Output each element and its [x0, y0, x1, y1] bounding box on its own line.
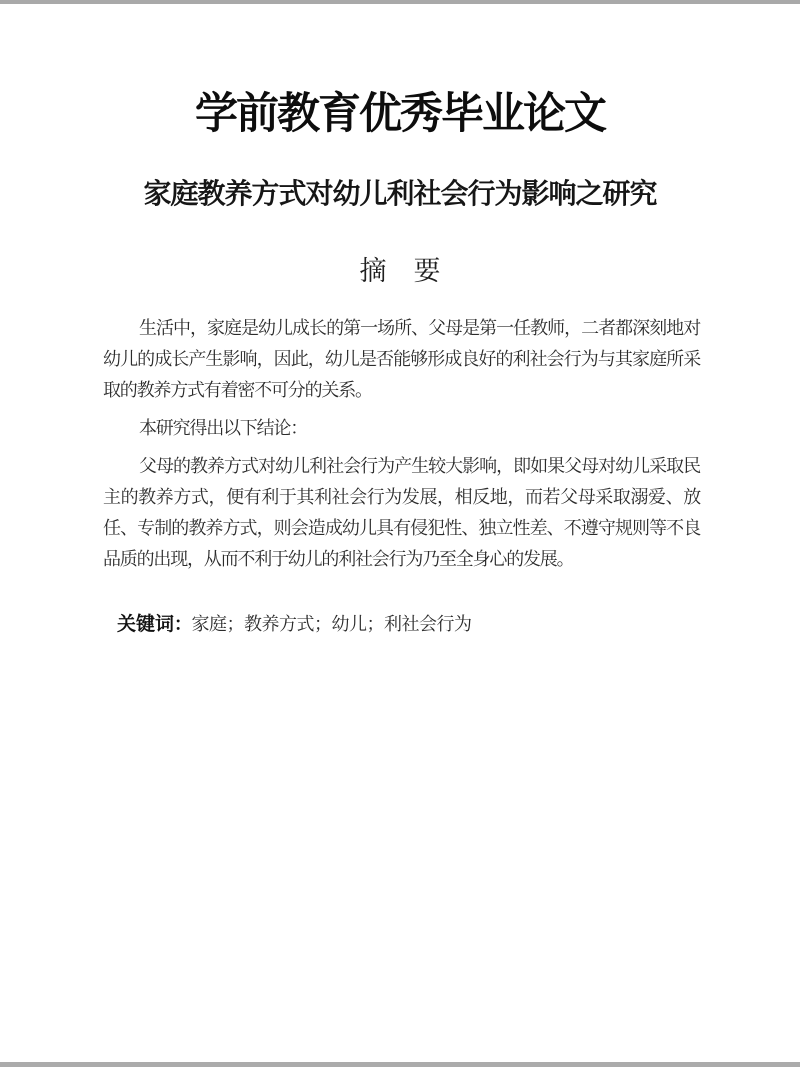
- abstract-paragraph-3: 父母的教养方式对幼儿利社会行为产生较大影响，即如果父母对幼儿采取民主的教养方式，便有利于其利社会行为发展，相反地，而若父母采取溺爱、放任、专制的教养方式，则会造成幼儿具有侵犯性、独立性差、不遵守规则等不良品质的出现，从而不利于幼儿的利社会行为乃至全身心的发展。: [103, 456, 700, 569]
- keywords-text: 家庭；教养方式；幼儿；利社会行为: [191, 614, 472, 634]
- document-title: 学前教育优秀毕业论文: [195, 90, 605, 138]
- abstract-paragraph-1: 生活中，家庭是幼儿成长的第一场所、父母是第一任教师，二者都深刻地对幼儿的成长产生影响，因此，幼儿是否能够形成良好的利社会行为与其家庭所采取的教养方式有着密不可分的关系。: [103, 318, 700, 400]
- abstract-paragraph-2: 本研究得出以下结论：: [139, 418, 307, 438]
- keywords-separator: ：: [174, 614, 192, 634]
- abstract-heading: 摘 要: [359, 256, 441, 286]
- keywords-line: [117, 611, 700, 638]
- abstract-body: [103, 313, 700, 575]
- keywords-label: 关键词: [117, 614, 175, 635]
- bottom-edge-bar: [0, 1062, 800, 1067]
- top-edge-bar: [0, 0, 800, 4]
- document-subtitle: 家庭教养方式对幼儿利社会行为影响之研究: [143, 178, 657, 209]
